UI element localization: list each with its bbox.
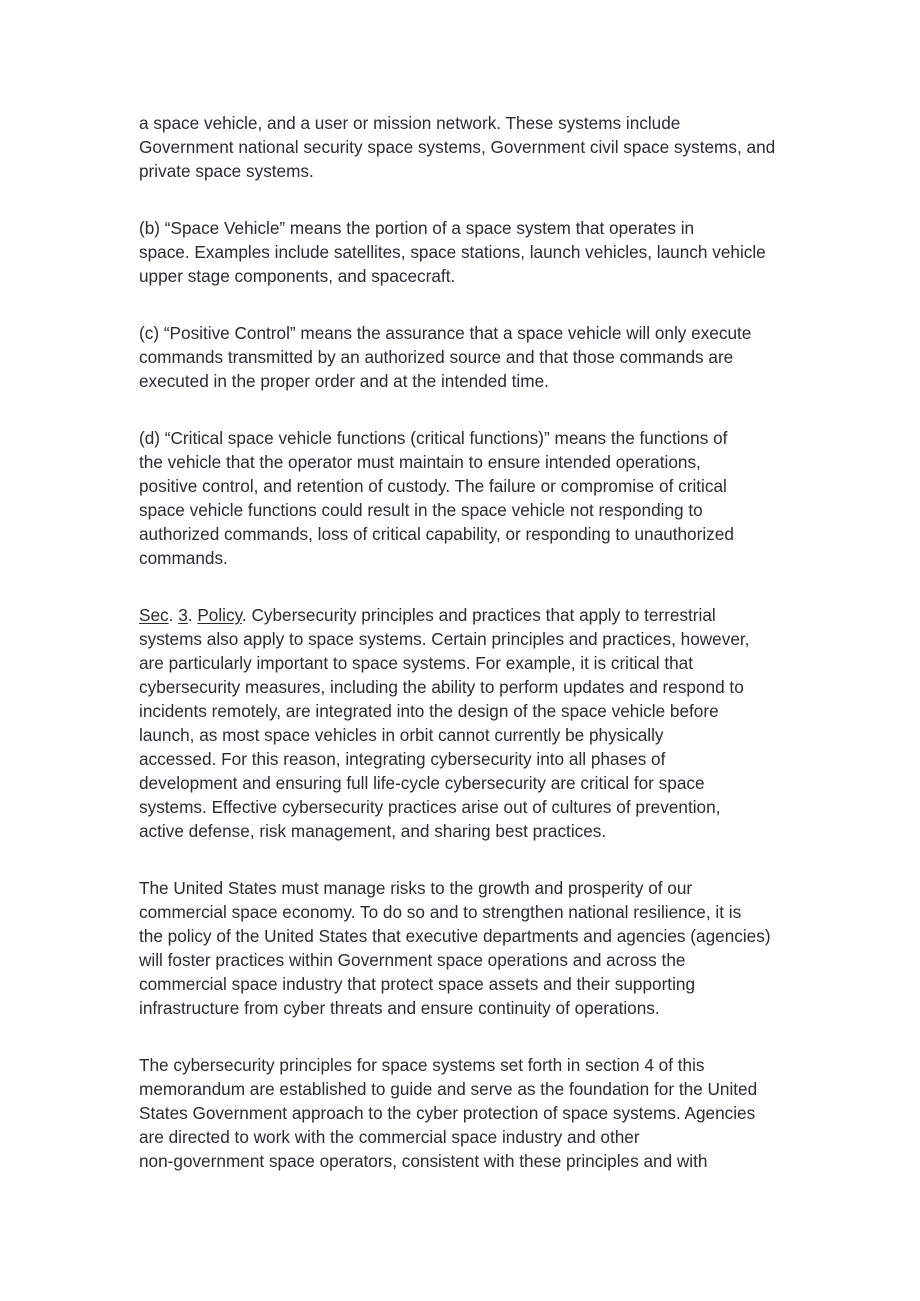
paragraph-d-critical-functions: (d) “Critical space vehicle functions (critical functions)” means the functions of the vehicle that the operator must maintain to ensure intended operations, positive control, and retention of custody. The failure or compromise of critical space vehicle functions could result in the space vehicle not responding to authorized commands, loss of critical capability, or responding to unauthorized commands. [139, 428, 734, 568]
paragraph-c-positive-control: (c) “Positive Control” means the assurance that a space vehicle will only execute commands transmitted by an authorized source and that those commands are executed in the proper order and at the intended time. [139, 323, 752, 391]
policy-paragraph-3: The cybersecurity principles for space systems set forth in section 4 of this memorandum are established to guide and serve as the foundation for the United States Government approach to the cyber protection of space systems. Agencies are directed to work with the commercial space industry and other non-government space operators, consistent with these principles and with [139, 1055, 758, 1171]
document-page [139, 111, 784, 1206]
policy-paragraph-2: The United States must manage risks to the growth and prosperity of our commercial space economy. To do so and to strengthen national resilience, it is the policy of the United States that executive departments and agencies (agencies) will foster practices within Government space operations and across the commercial space industry that protect space assets and their supporting infrastructure from cyber threats and ensure continuity of operations. [139, 878, 771, 1018]
section-3-body: Cybersecurity principles and practices that apply to terrestrial systems also apply to space systems. Certain principles and practices, however, are particularly important to space systems. For example, it is critical that cybersecurity measures, including the ability to perform updates and respond to incidents remotely, are integrated into the design of the space vehicle before launch, as most space vehicles in orbit cannot currently be physically accessed. For this reason, integrating cybersecurity into all phases of development and ensuring full life-cycle cybersecurity are critical for space systems. Effective cybersecurity practices arise out of cultures of prevention, active defense, risk management, and sharing best practices. [139, 605, 750, 841]
section-heading: Policy [197, 605, 242, 625]
paragraph-b-space-vehicle: (b) “Space Vehicle” means the portion of a space system that operates in space. Examples include satellites, space stations, launch vehicles, launch vehicle upper stage components, and spacecraft. [139, 218, 766, 286]
section-number: 3 [178, 605, 188, 625]
section-label: Sec [139, 605, 169, 625]
section-3-paragraph: Sec. 3. Policy. Cybersecurity principles and practices that apply to terrestrial systems also apply to space systems. Certain principles and practices, however, are particularly important to space systems. For example, it is critical that cybersecurity measures, including the ability to perform updates and respond to incidents remotely, are integrated into the design of the space vehicle before launch, as most space vehicles in orbit cannot currently be physically accessed. For this reason, integrating cybersecurity into all phases of development and ensuring full life-cycle cybersecurity are critical for space systems. Effective cybersecurity practices arise out of cultures of prevention, active defense, risk management, and sharing best practices. [139, 605, 750, 841]
paragraph-a-continuation: a space vehicle, and a user or mission network. These systems include Government national security space systems, Government civil space systems, and private space systems. [139, 113, 776, 181]
